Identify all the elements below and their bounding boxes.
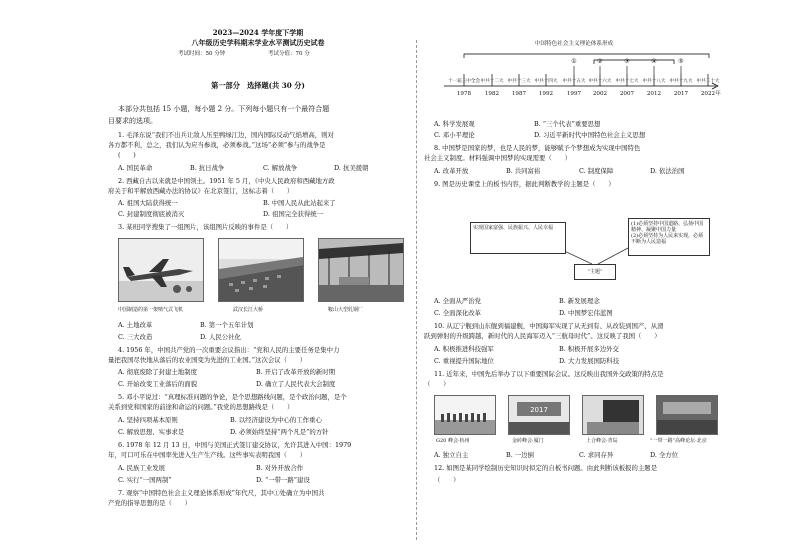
q2-option-d[interactable]: D. 祖国完全获得统一 <box>263 210 324 218</box>
timeline-year: 1982 <box>484 91 500 97</box>
board-box-left: 实现国家富强、民族振兴、人民幸福 <box>470 222 566 254</box>
q5-option-a[interactable]: A. 坚持四项基本原则 <box>118 416 178 424</box>
q4-option-a[interactable]: A. 彻底废除了封建土地制度 <box>118 368 197 376</box>
q9-option-d[interactable]: D. 中国梦宏伟蓝图 <box>559 309 613 317</box>
q7-stem-1: 7. 观察“中国特色社会主义理论体系形成”年代尺，其中①处确立为中国共 <box>118 489 325 497</box>
steel-mill-image <box>318 238 404 302</box>
q6-option-a[interactable]: A. 民族工业发展 <box>118 464 166 472</box>
q2-stem-2: 府关于和平解放西藏办法的协议》在北京签订，这标志着（ ） <box>108 187 294 195</box>
bridge-image <box>218 238 304 302</box>
q5-stem-1: 5. 邓小平说过：“真理标准问题的争论，是个思想路线问题，是个政治问题，是个 <box>118 393 347 401</box>
q2-option-a[interactable]: A. 祖国大陆获得统一 <box>118 199 178 207</box>
svg-text:2017: 2017 <box>530 406 548 414</box>
q4-stem-1: 4. 1956 年，中国共产党的一次重要会议指出：“党和人民的主要任务是集中力 <box>118 346 340 354</box>
q8-option-b[interactable]: B. 共同富裕 <box>506 167 541 175</box>
q8-stem-1: 8. 中国梦是国家的梦，也是人民的梦，能够赋予个梦想成为实现中国特色 <box>434 144 641 152</box>
timeline-event-label: 中共十九大 <box>669 79 693 84</box>
part1-intro-2: 目要求的选项。 <box>108 117 157 125</box>
jet-plane-caption: 中国制造的第一架喷气式飞机 <box>118 307 184 313</box>
q11-option-b[interactable]: B. 一边倒 <box>506 451 534 459</box>
timeline-year: 2007 <box>619 91 635 97</box>
board-box-right <box>628 218 710 256</box>
q11-option-d[interactable]: D. 全方位 <box>650 451 679 459</box>
q7-option-c[interactable]: C. 邓小平理论 <box>434 131 475 139</box>
timeline-event-label: 中共十二大 <box>480 79 504 84</box>
timeline-year: 2017 <box>673 91 689 97</box>
timeline-title: 中国特色社会主义理论体系形成 <box>534 41 614 47</box>
q10-option-a[interactable]: A. 积极推进科技强军 <box>434 345 494 353</box>
summit-photo-hangzhou <box>434 395 496 435</box>
q6-stem-2: 年，可口可乐在中国率先进入生产生产线。这些事实表明我国（ ） <box>108 451 307 459</box>
board-box-theme: “主题” <box>574 264 616 280</box>
timeline-event-label: 中共十三大 <box>507 79 531 84</box>
q2-stem-1: 2. 西藏自古以来就是中国领土。1951 年 5 月，《中央人民政府和西藏地方政 <box>118 177 335 185</box>
q12-stem-2: （ ） <box>434 476 460 484</box>
summit-photo-xiamen <box>508 395 570 435</box>
q1-option-d[interactable]: D. 抗美援朝 <box>334 164 369 172</box>
q9-stem: 9. 图是历史课堂上的板书内容，据此判断教学的主题是（ ） <box>434 180 615 188</box>
part1-intro: 本部分共包括 15 小题，每小题 2 分。下列每小题只有一个最符合题 <box>118 105 330 113</box>
q3-option-b[interactable]: B. 第一个五年计划 <box>200 321 254 329</box>
q8-option-a[interactable]: A. 改革开放 <box>434 167 469 175</box>
timeline-year: 2012 <box>646 91 662 97</box>
summit-caption-xiamen: 金砖峰会·厦门 <box>512 438 544 444</box>
board-diagram <box>468 194 708 290</box>
timeline-event-label: 中共十七大 <box>615 79 639 84</box>
q4-stem-2: 量把我国尽快地从落后的农业国变为先进的工业国。”这次会议（ ） <box>108 356 307 364</box>
timeline-year: 1978 <box>456 91 472 97</box>
q9-option-c[interactable]: C. 全面深化改革 <box>434 309 482 317</box>
q2-option-c[interactable]: C. 封建制度彻底被消灭 <box>118 210 185 218</box>
timeline-marker: ① <box>571 58 577 65</box>
q9-option-b[interactable]: B. 新发展理念 <box>559 297 600 305</box>
q9-option-a[interactable]: A. 全面从严治党 <box>434 297 482 305</box>
q3-option-c[interactable]: C. 三大改造 <box>118 333 153 341</box>
q5-option-b[interactable]: B. 以经济建设为中心的工作重心 <box>230 416 322 424</box>
timeline-event-label: 中共十四大 <box>534 79 558 84</box>
timeline-marker: ③ <box>624 58 630 65</box>
q12-stem-1: 12. 如图是某同学绘制历史知识时拟定的自板书问题。由此判断该板报的主题是 <box>434 464 658 472</box>
board-box-right-line2: (2)必须坚持为人民来实现，必须不断为人民造福 <box>631 233 704 245</box>
summit-photo-beijing <box>656 395 718 435</box>
q10-option-d[interactable]: D. 大力发展国防科技 <box>559 357 620 365</box>
part1-heading: 第一部分 选择题(共 30 分) <box>211 81 305 90</box>
q10-stem-1: 10. 从辽宁舰到山东舰到福建舰，中国海军实现了从无到有、从改装到国产、从滑 <box>434 322 664 330</box>
exam-title: 八年级历史学科期末学业水平测试历史试卷 <box>191 38 325 47</box>
q4-option-c[interactable]: C. 开始改变工业落后的面貌 <box>118 380 198 388</box>
q11-stem-1: 11. 近年来，中国先后举办了以下重要国际会议。这反映出我国外交政策的特点是 <box>434 370 664 378</box>
timeline-year: 2022 <box>700 91 716 97</box>
timeline-year: 年 <box>715 91 721 97</box>
summit-caption-hangzhou: G20 峰会·杭州 <box>436 438 470 444</box>
timeline-year: 2002 <box>592 91 608 97</box>
q5-option-d[interactable]: D. 必须始终坚持“两个凡是”的方针 <box>230 428 329 436</box>
timeline-bracket-inner <box>594 60 674 64</box>
timeline-event-label: 十一届三中全会 <box>447 79 481 84</box>
q1-stem-1: 1. 毛泽东说“我们不出兵让敌人压至鸭绿江边，国内国际反动气焰增高，则对 <box>118 131 334 139</box>
timeline-bracket-outer <box>464 54 709 58</box>
q6-stem-1: 6. 1978 年 12 月 13 日，中国与美国正式签订建交协议，允许其进入中国：1979 <box>118 441 352 449</box>
q4-option-d[interactable]: D. 确立了人民代表大会制度 <box>256 380 336 388</box>
summit-photo-qingdao <box>582 395 644 435</box>
q8-option-d[interactable]: D. 依法治国 <box>650 167 685 175</box>
timeline-event-label: 中共十八大 <box>642 79 666 84</box>
exam-time: 考试时间：50 分钟 <box>178 51 226 57</box>
bridge-caption: 武汉长江大桥 <box>233 307 264 313</box>
timeline-year: 1997 <box>566 91 582 97</box>
q6-option-b[interactable]: B. 对外开放合作 <box>256 464 304 472</box>
q7-option-b[interactable]: B. “三个代表”重要思想 <box>534 120 601 128</box>
q6-option-c[interactable]: C. 实行“一国两制” <box>118 476 172 484</box>
exam-score: 考试分值：70 分 <box>268 51 310 57</box>
q1-option-c[interactable]: C. 解放战争 <box>263 164 298 172</box>
exam-year-title: 2023—2024 学年度下学期 <box>212 28 304 37</box>
timeline-year: 1992 <box>538 91 554 97</box>
q1-stem-2: 各方都不利，总之，我们认为应当参战，必须参战。”这场“必须”参与的战争是 <box>108 141 326 149</box>
q1-blank: ( ) <box>118 151 136 159</box>
q5-stem-2: 关系到党和国家的前途和命运的问题。”我党的思想路线是（ ） <box>108 403 294 411</box>
timeline-marker: ② <box>597 58 603 65</box>
q10-stem-2: 跃到弹射的升级跨越，新时代的人民海军迈入“三航母时代”。这反映了我国（ ） <box>424 332 661 340</box>
q8-option-c[interactable]: C. 制度保障 <box>579 167 614 175</box>
q11-option-a[interactable]: A. 独立自主 <box>434 451 469 459</box>
q1-option-a[interactable]: A. 国民革命 <box>118 164 153 172</box>
summit-caption-qingdao: 上合峰会·青岛 <box>586 438 618 444</box>
timeline-event-label: 中共二十大 <box>696 79 720 84</box>
q7-stem-2: 产党的指导思想的是（ ） <box>108 499 192 507</box>
q7-option-a[interactable]: A. 科学发展观 <box>434 120 475 128</box>
q10-option-b[interactable]: B. 积极开展多边外交 <box>559 345 619 353</box>
q3-option-a[interactable]: A. 土地改革 <box>118 321 153 329</box>
steel-mill-caption: 鞍山大型轧钢厂 <box>328 307 364 313</box>
timeline-event-label: 中共十五大 <box>562 79 586 84</box>
q11-option-c[interactable]: C. 求同存异 <box>579 451 614 459</box>
timeline-event-label: 中共十六大 <box>588 79 612 84</box>
q3-option-d[interactable]: D. 人民公社化 <box>200 333 241 341</box>
q1-option-b[interactable]: B. 抗日战争 <box>190 164 225 172</box>
timeline-year: 1987 <box>511 91 527 97</box>
summit-caption-beijing: “一带一路”高峰论坛·北京 <box>650 438 707 444</box>
q7-option-d[interactable]: D. 习近平新时代中国特色社会主义思想 <box>534 131 646 139</box>
q2-option-b[interactable]: B. 中国人民从此站起来了 <box>263 199 336 207</box>
jet-plane-image <box>118 238 204 302</box>
q10-option-c[interactable]: C. 重视提升国际地位 <box>434 357 494 365</box>
q8-stem-2: 社会主义制度。材料强调中国梦的实现需要（ ） <box>424 154 571 162</box>
q11-stem-2: （ ） <box>424 380 450 388</box>
timeline-marker: ⑤ <box>678 58 684 65</box>
timeline-marker: ④ <box>651 58 657 65</box>
q3-stem: 3. 某班同学搜集了一组图片，该组图片反映的事件是（ ） <box>118 223 293 231</box>
board-box-right-line1: (1)必须坚持中国道路、弘扬中国精神、凝聚中国力量 <box>631 221 704 233</box>
q6-option-d[interactable]: D. “一带一路”建设 <box>256 476 310 484</box>
q5-option-c[interactable]: C. 解放思想、实事求是 <box>118 428 185 436</box>
q4-option-b[interactable]: B. 开启了改革开放的新时期 <box>256 368 336 376</box>
column-divider <box>416 40 417 540</box>
